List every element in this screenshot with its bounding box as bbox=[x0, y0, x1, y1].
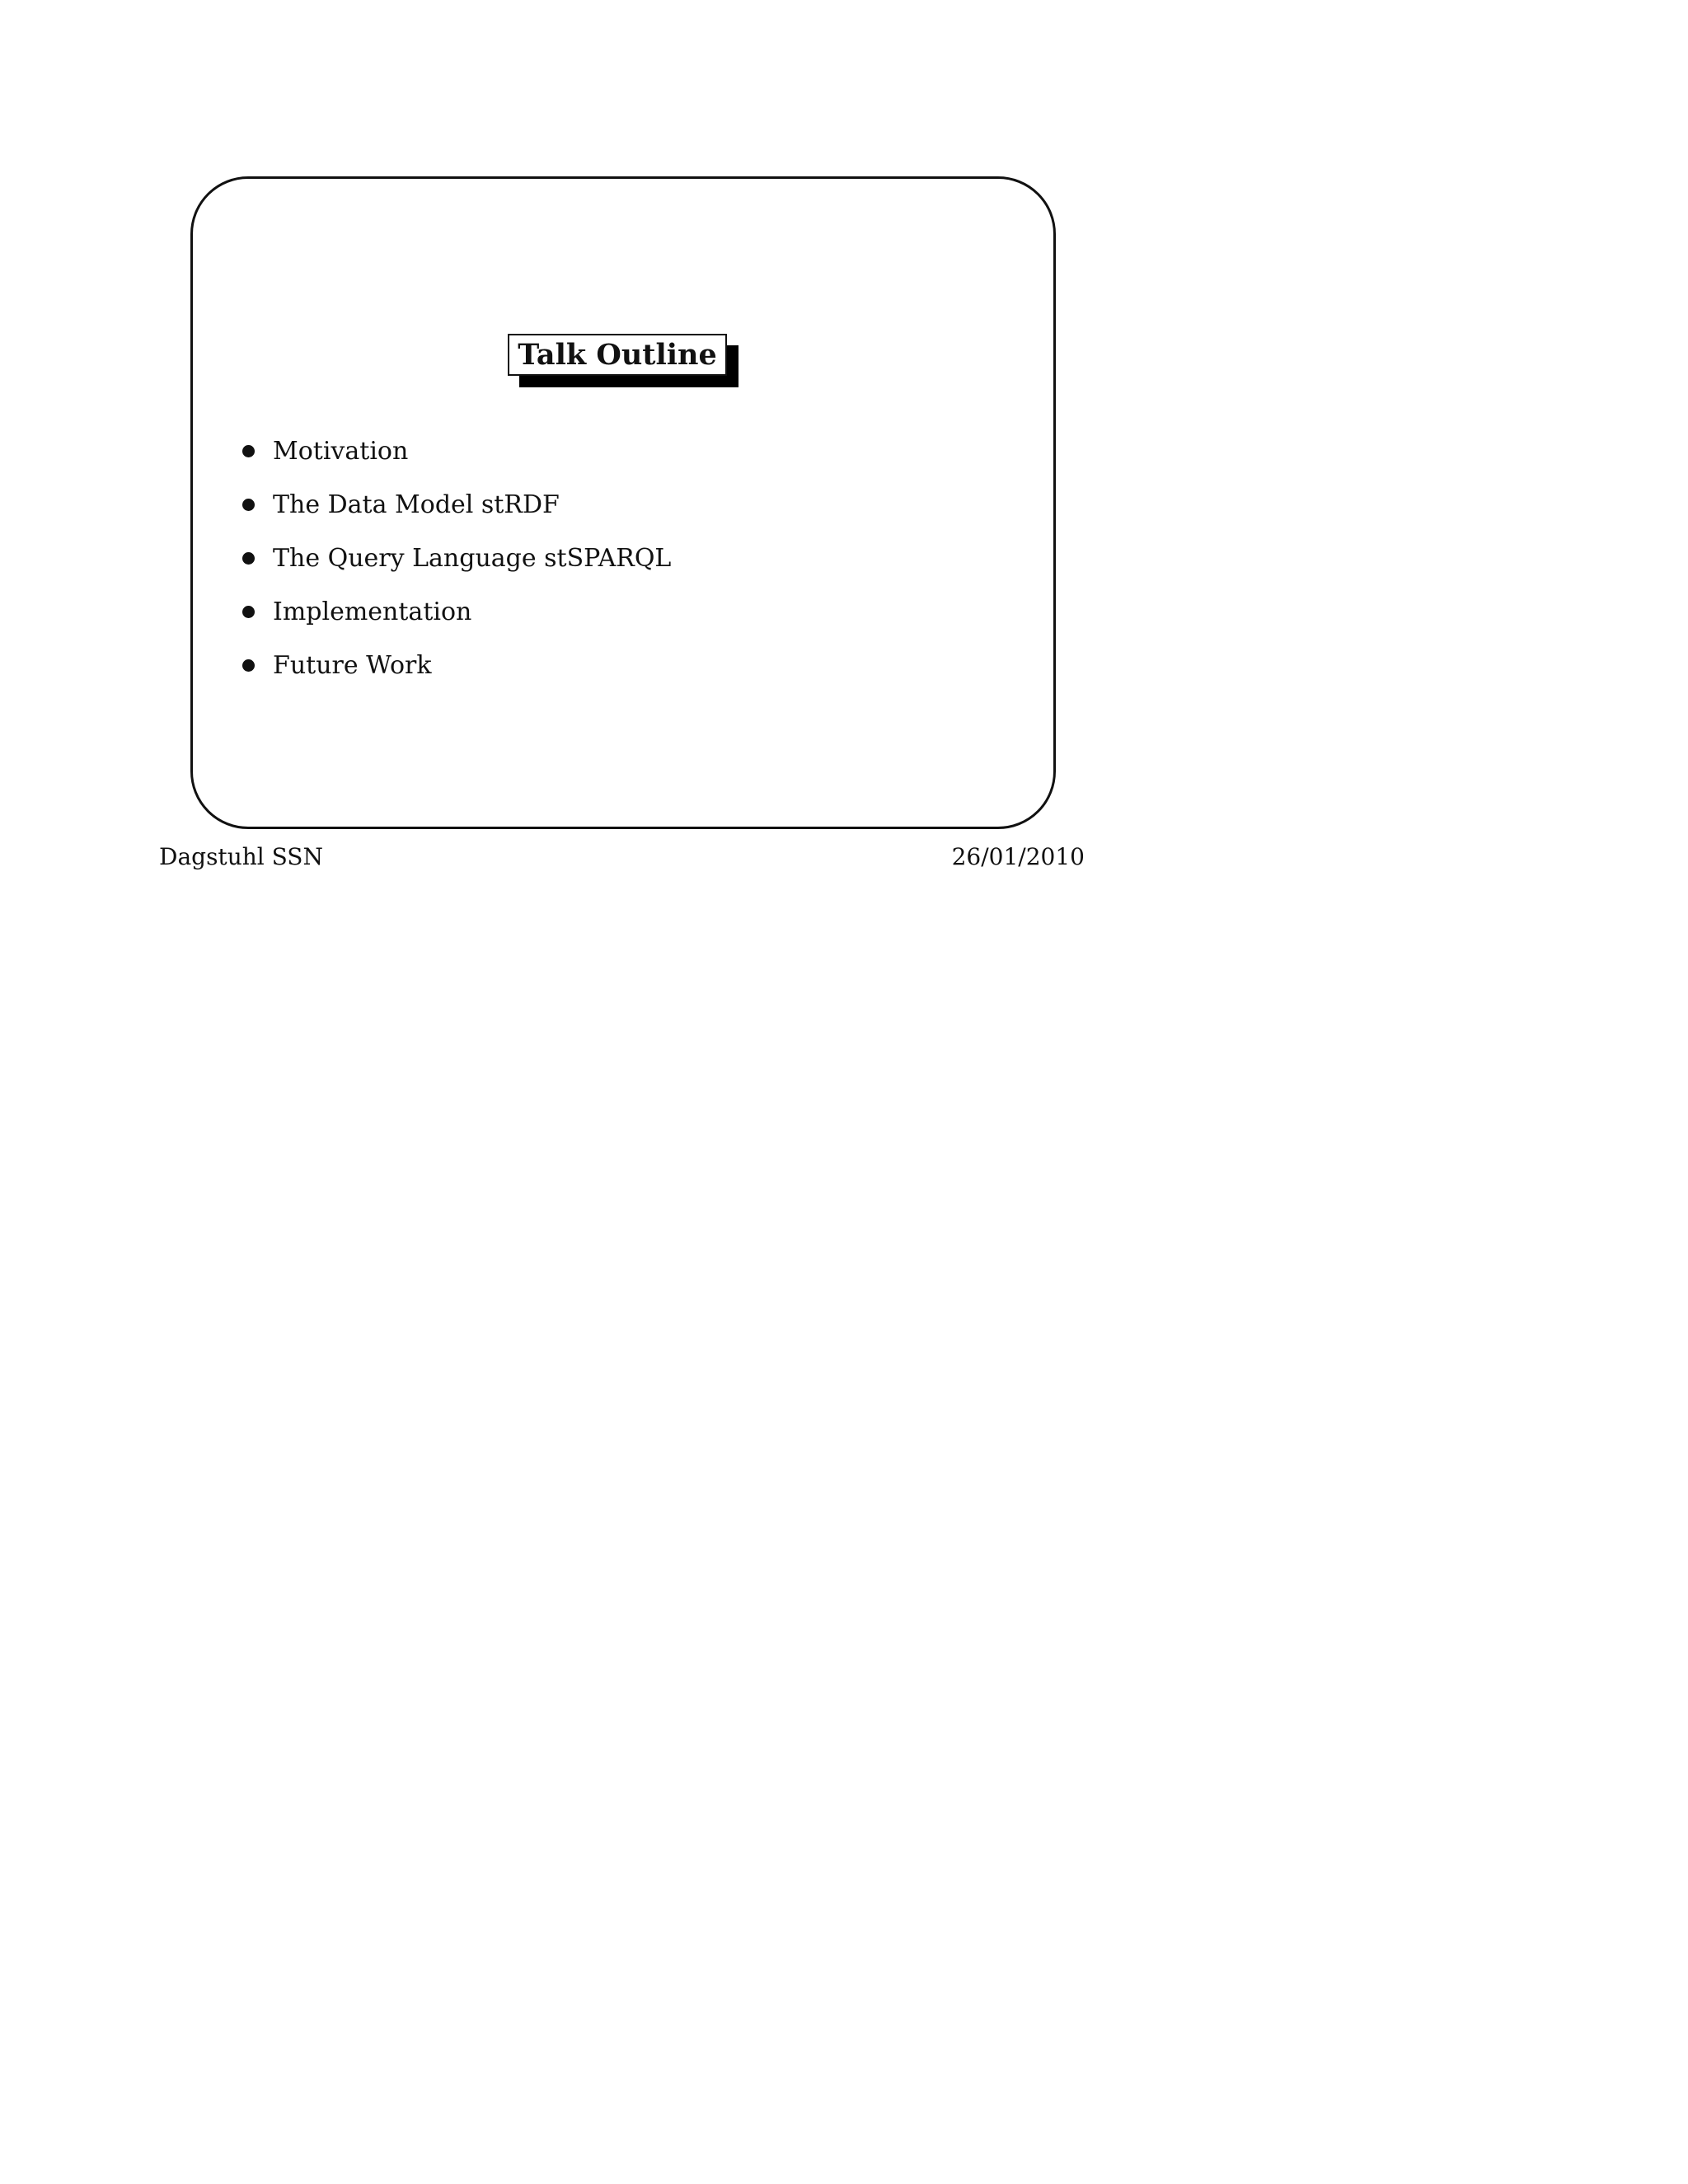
list-item bbox=[239, 585, 671, 639]
list-item-label: The Query Language stSPARQL bbox=[273, 544, 672, 573]
list-item-label: Motivation bbox=[273, 437, 409, 466]
footer-event: Dagstuhl SSN bbox=[159, 843, 323, 870]
list-item-label: Implementation bbox=[273, 598, 472, 626]
slide-title-box bbox=[508, 334, 727, 376]
bullet-icon bbox=[242, 659, 255, 672]
list-item-label: The Data Model stRDF bbox=[273, 490, 560, 519]
list-item bbox=[239, 424, 671, 478]
footer-date: 26/01/2010 bbox=[951, 843, 1085, 870]
bullet-icon bbox=[242, 499, 255, 511]
bullet-icon bbox=[242, 606, 255, 618]
bullet-icon bbox=[242, 552, 255, 565]
bullet-icon bbox=[242, 445, 255, 457]
outline-list bbox=[239, 424, 671, 692]
list-item-label: Future Work bbox=[273, 651, 432, 680]
slide-title: Talk Outline bbox=[508, 334, 727, 376]
list-item bbox=[239, 478, 671, 532]
list-item bbox=[239, 532, 671, 585]
list-item bbox=[239, 639, 671, 692]
